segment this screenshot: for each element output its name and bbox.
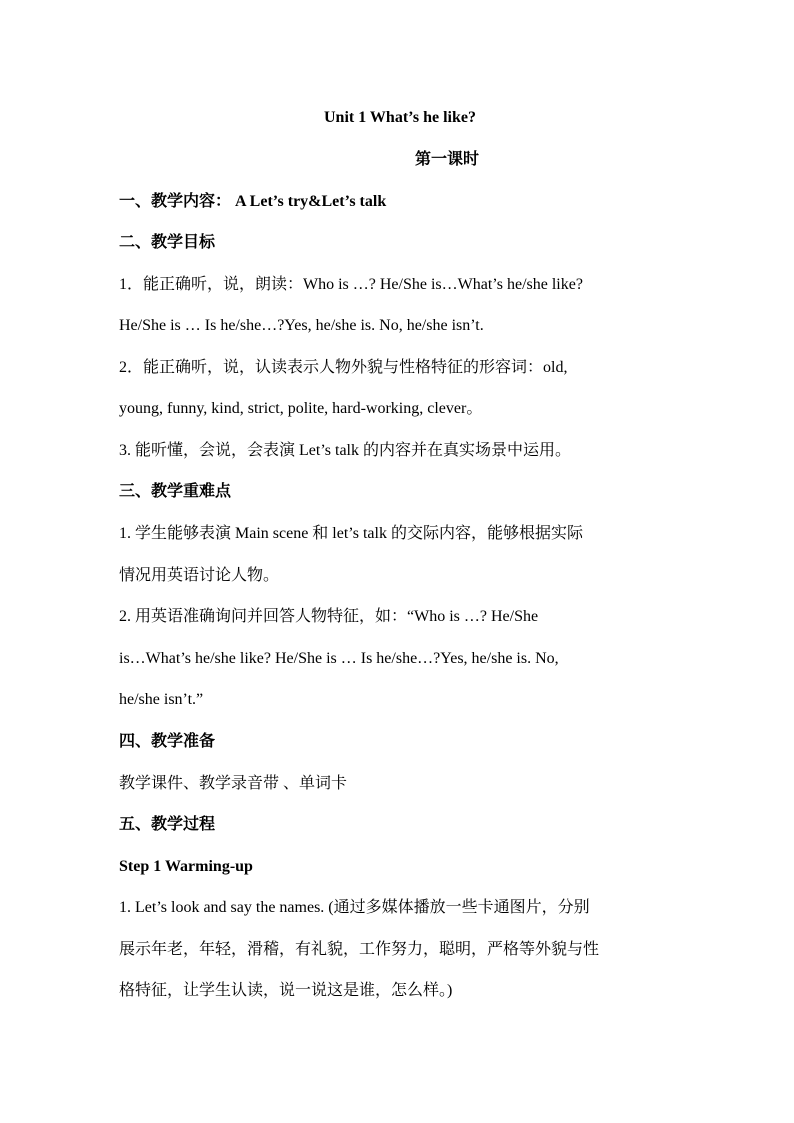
section-heading-objectives: 二、教学目标 — [119, 234, 216, 251]
objective-3: 3. 能听懂，会说，会表演 Let’s talk 的内容并在真实场景中运用。 — [119, 442, 571, 459]
section-heading-key-points: 三、教学重难点 — [119, 483, 232, 500]
key-point-1-line-1: 1. 学生能够表演 Main scene 和 let’s talk 的交际内容，能够根据实际 — [119, 525, 583, 542]
objective-2-line-1: 2．能正确听，说，认读表示人物外貌与性格特征的形容词：old, — [119, 359, 568, 376]
warmup-1-line-2: 展示年老，年轻，滑稽，有礼貌，工作努力，聪明，严格等外貌与性 — [119, 941, 600, 958]
section-heading-content: 一、教学内容： A Let’s try&Let’s talk — [119, 193, 387, 210]
key-point-1-line-2: 情况用英语讨论人物。 — [119, 567, 280, 584]
section-heading-procedure: 五、教学过程 — [119, 816, 216, 833]
step-1-heading: Step 1 Warming-up — [119, 858, 253, 875]
key-point-2-line-3: he/she isn’t.” — [119, 691, 204, 708]
key-point-2-line-1: 2. 用英语准确询问并回答人物特征，如：“Who is …? He/She — [119, 608, 539, 625]
warmup-1-line-1: 1. Let’s look and say the names. (通过多媒体播放一些卡通图片，分别 — [119, 899, 590, 916]
preparation-items: 教学课件、教学录音带 、单词卡 — [119, 775, 348, 792]
section-heading-preparation: 四、教学准备 — [119, 733, 216, 750]
document-title: Unit 1 What’s he like? — [323, 109, 476, 126]
objective-1-line-1: 1．能正确听，说，朗读：Who is …? He/She is…What’s he/she like? — [119, 276, 583, 293]
objective-2-line-2: young, funny, kind, strict, polite, hard-working, clever。 — [119, 400, 483, 417]
lesson-subtitle: 第一课时 — [415, 151, 480, 168]
objective-1-line-2: He/She is … Is he/she…?Yes, he/she is. No, he/she isn’t. — [119, 317, 484, 334]
key-point-2-line-2: is…What’s he/she like? He/She is … Is he/she…?Yes, he/she is. No, — [119, 650, 559, 667]
warmup-1-line-3: 格特征，让学生认读，说一说这是谁，怎么样。) — [119, 982, 453, 999]
